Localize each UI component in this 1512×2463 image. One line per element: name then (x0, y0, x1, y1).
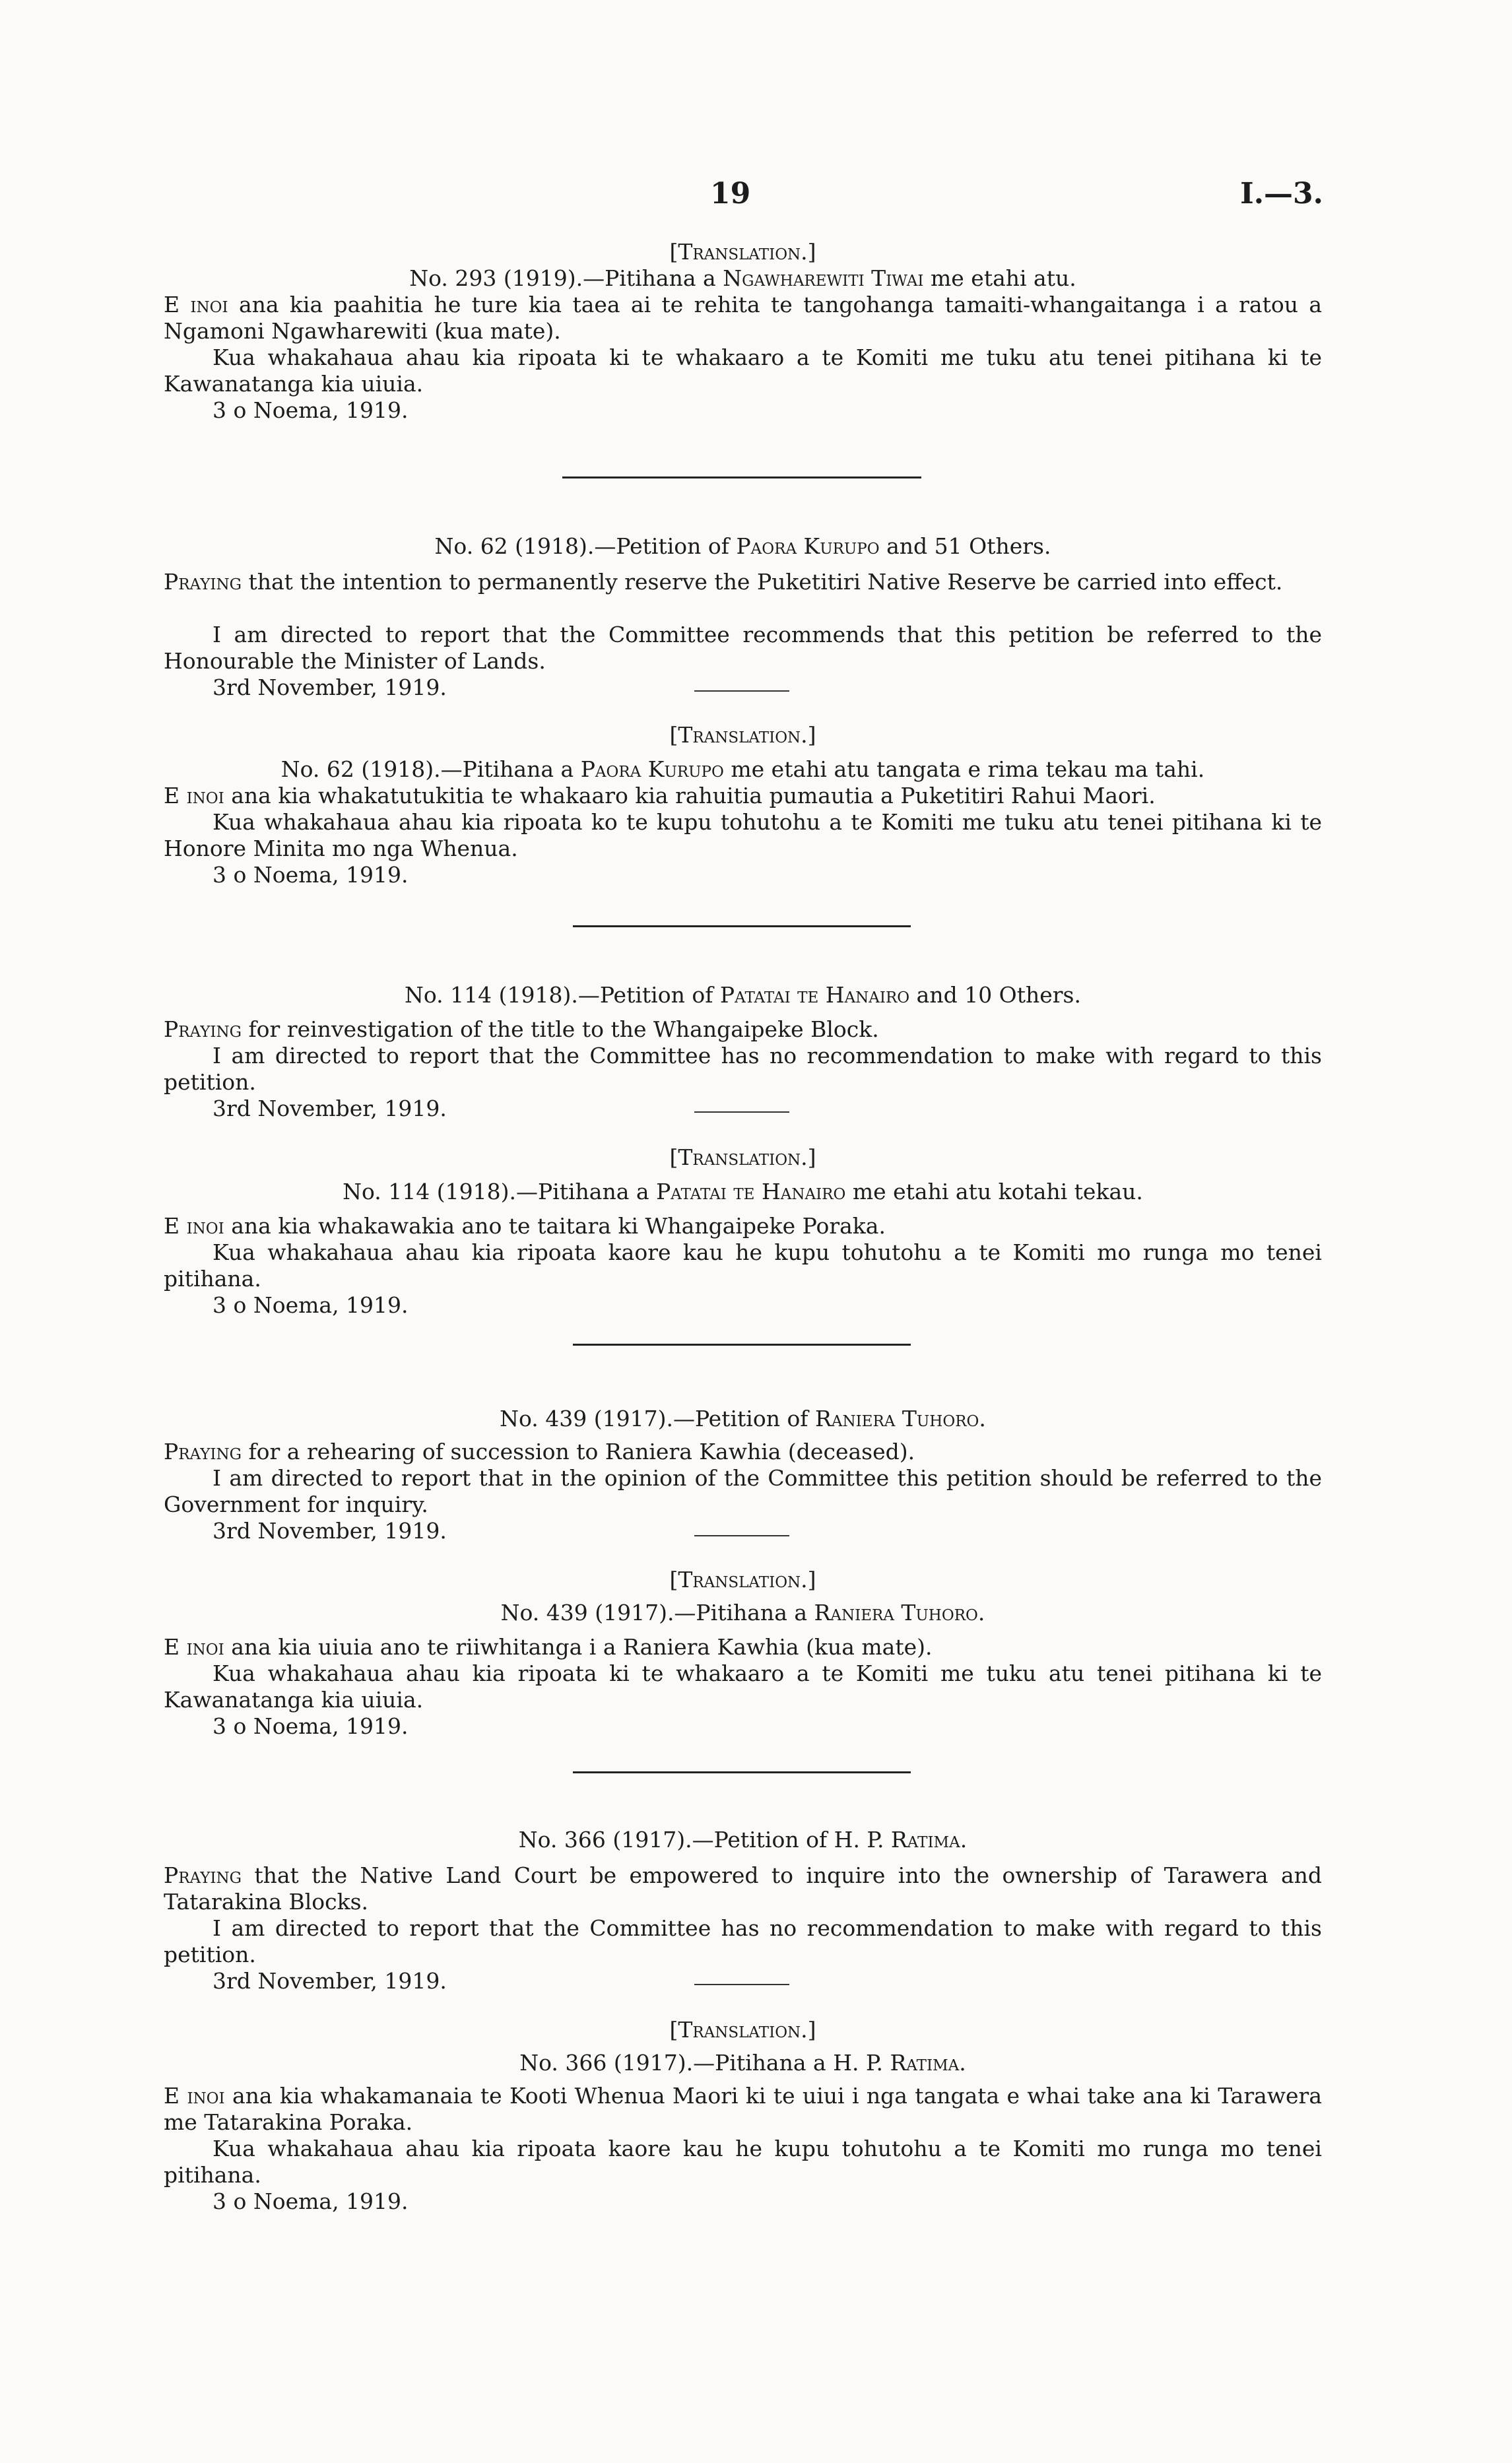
petition-title: No. 62 (1918).—Petition of Paora Kurupo and 51 Others. (434, 533, 1051, 559)
committee-report-translation: Kua whakahaua ahau kia ripoata kaore kau he kupu tohutohu a te Komiti mo runga mo tenei pitihana. (164, 2136, 1322, 2188)
section-divider (573, 1344, 911, 1346)
petition-title-translation: No. 439 (1917).—Pitihana a Raniera Tuhoro. (500, 1600, 985, 1626)
committee-report-translation: Kua whakahaua ahau kia ripoata kaore kau he kupu tohutohu a te Komiti mo runga mo tenei pitihana. (164, 1239, 1322, 1292)
page-header (164, 177, 1322, 216)
petition-title-translation: No. 114 (1918).—Pitihana a Patatai te Hanairo me etahi atu kotahi tekau. (343, 1179, 1143, 1204)
report-date: 3 o Noema, 1919. (213, 397, 409, 423)
report-date-translation: 3 o Noema, 1919. (213, 862, 409, 888)
committee-report: I am directed to report that the Committee has no recommendation to make with regard to this petition. (164, 1915, 1322, 1967)
committee-report: I am directed to report that in the opinion of the Committee this petition should be referred to the Government for inquiry. (164, 1465, 1322, 1517)
document-page (164, 0, 1322, 2463)
report-date: 3rd November, 1919. (213, 674, 447, 700)
committee-report-translation: Kua whakahaua ahau kia ripoata ko te kupu tohutohu a te Komiti me tuku atu tenei pitihana ki te Honore Minita mo nga Whenua. (164, 809, 1322, 861)
translation-label: [Translation.] (669, 722, 816, 748)
translation-label: [Translation.] (669, 2017, 816, 2043)
committee-report: I am directed to report that the Committee has no recommendation to make with regard to this petition. (164, 1043, 1322, 1095)
petition-title: No. 366 (1917).—Petition of H. P. Ratima. (518, 1827, 968, 1853)
document-reference: I.—3. (1240, 177, 1323, 211)
report-date: 3rd November, 1919. (213, 1968, 447, 1994)
petition-title: No. 439 (1917).—Petition of Raniera Tuhoro. (500, 1406, 986, 1431)
petition-body-translation: E inoi ana kia whakamanaia te Kooti Whenua Maori ki te uiui i nga tangata e whai take ana ki Tarawera me Tatarakina Poraka. (164, 2083, 1322, 2135)
short-divider (694, 1535, 789, 1536)
report-date-translation: 3 o Noema, 1919. (213, 2188, 409, 2214)
short-divider (694, 1984, 789, 1985)
report-date-translation: 3 o Noema, 1919. (213, 1713, 409, 1739)
short-divider (694, 690, 789, 692)
section-divider (573, 1771, 911, 1773)
petition-body-translation: E inoi ana kia whakatutukitia te whakaaro kia rahuitia pumautia a Puketitiri Rahui Maori. (164, 783, 1156, 808)
petition-body: Praying for reinvestigation of the title to the Whangaipeke Block. (164, 1016, 879, 1042)
report-date: 3rd November, 1919. (213, 1096, 447, 1121)
committee-report-translation: Kua whakahaua ahau kia ripoata ki te whakaaro a te Komiti me tuku atu tenei pitihana ki te Kawanatanga kia uiuia. (164, 1660, 1322, 1713)
section-divider (562, 476, 921, 478)
report-date-translation: 3 o Noema, 1919. (213, 1292, 409, 1318)
petition-body: Praying that the Native Land Court be empowered to inquire into the ownership of Tarawera and Tatarakina Blocks. (164, 1862, 1322, 1915)
section-divider (573, 925, 911, 927)
page-number: 19 (710, 177, 751, 211)
committee-report: I am directed to report that the Committee recommends that this petition be referred to the Honourable the Minister of Lands. (164, 622, 1322, 674)
petition-body-translation: E inoi ana kia whakawakia ano te taitara ki Whangaipeke Poraka. (164, 1213, 886, 1239)
petition-body: E inoi ana kia paahitia he ture kia taea ai te rehita te tangohanga tamaiti-whangaitanga i a ratou a Ngamoni Ngawharewiti (kua mate). (164, 292, 1322, 344)
translation-label: [Translation.] (669, 1567, 816, 1593)
petition-body: Praying for a rehearing of succession to Raniera Kawhia (deceased). (164, 1439, 915, 1464)
short-divider (694, 1111, 789, 1113)
petition-title-translation: No. 62 (1918).—Pitihana a Paora Kurupo me etahi atu tangata e rima tekau ma tahi. (280, 756, 1205, 782)
translation-label: [Translation.] (669, 1144, 816, 1170)
report-date: 3rd November, 1919. (213, 1518, 447, 1544)
translation-label: [Translation.] (669, 239, 816, 265)
committee-report: Kua whakahaua ahau kia ripoata ki te whakaaro a te Komiti me tuku atu tenei pitihana ki te Kawanatanga kia uiuia. (164, 345, 1322, 397)
petition-body-translation: E inoi ana kia uiuia ano te riiwhitanga i a Raniera Kawhia (kua mate). (164, 1634, 933, 1660)
petition-title: No. 293 (1919).—Pitihana a Ngawharewiti Tiwai me etahi atu. (409, 265, 1076, 291)
petition-body: Praying that the intention to permanently reserve the Puketitiri Native Reserve be carried into effect. (164, 569, 1283, 595)
petition-title-translation: No. 366 (1917).—Pitihana a H. P. Ratima. (519, 2050, 966, 2076)
petition-title: No. 114 (1918).—Petition of Patatai te Hanairo and 10 Others. (405, 982, 1081, 1008)
